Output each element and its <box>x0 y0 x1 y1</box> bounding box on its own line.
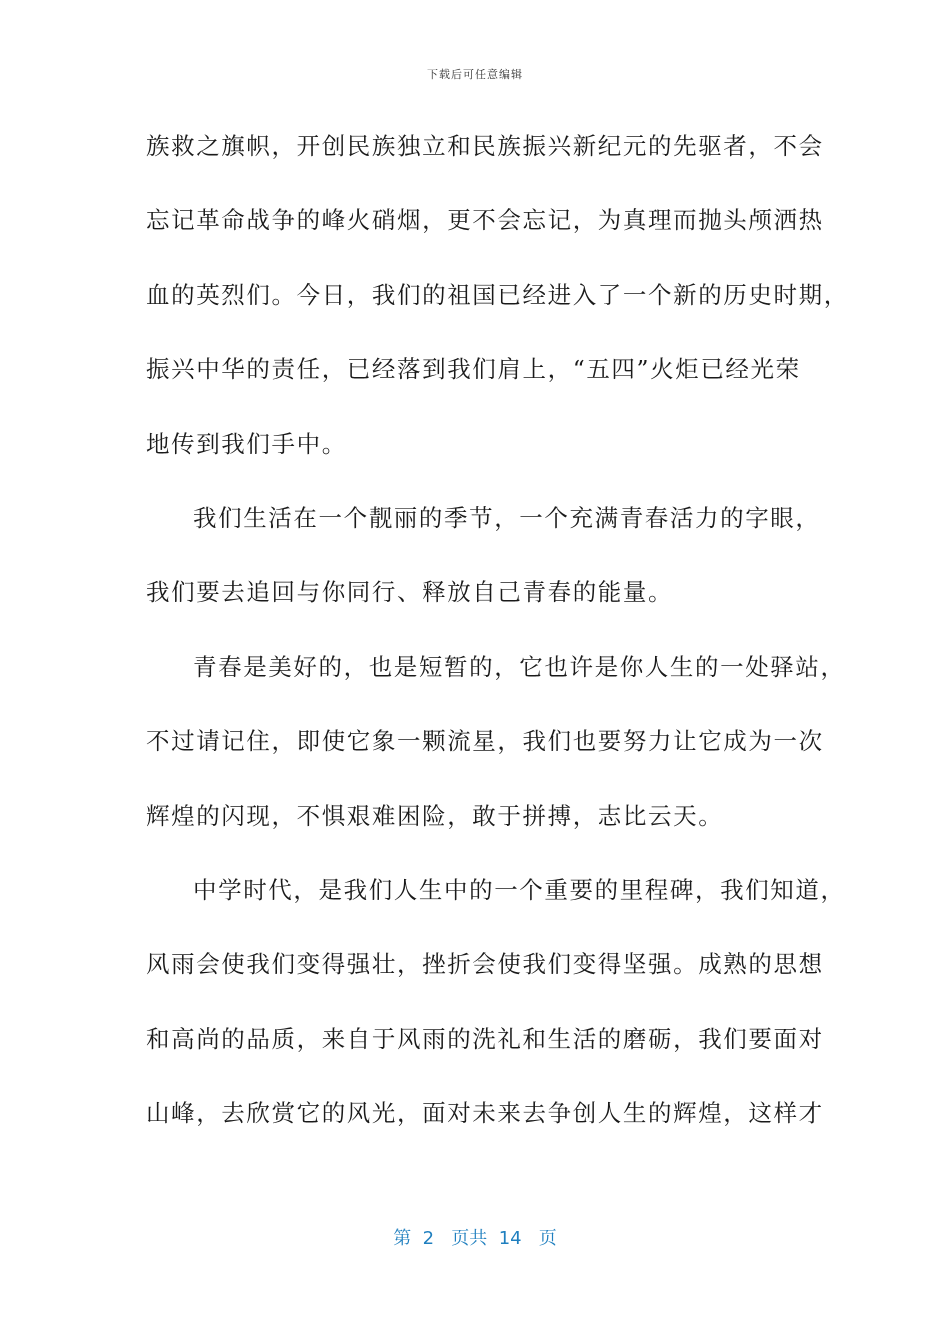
text-line: 地传到我们手中。 <box>146 429 347 458</box>
text-line: 辉煌的闪现，不惧艰难困险，敢于拼搏，志比云天。 <box>146 801 724 830</box>
text-line: 风雨会使我们变得强壮，挫折会使我们变得坚强。成熟的思想 <box>146 950 824 979</box>
paragraph-first-line: 我们生活在一个靓丽的季节，一个充满青春活力的字眼， <box>193 503 821 532</box>
text-line: 我们要去追回与你同行、释放自己青春的能量。 <box>146 578 674 607</box>
text-line: 不过请记住，即使它象一颗流星，我们也要努力让它成为一次 <box>146 727 824 756</box>
text-line: 振兴中华的责任，已经落到我们肩上，“五四”火炬已经光荣 <box>146 355 801 384</box>
text-line: 山峰，去欣赏它的风光，面对未来去争创人生的辉煌，这样才 <box>146 1099 824 1128</box>
text-line: 忘记革命战争的峰火硝烟，更不会忘记，为真理而抛头颅洒热 <box>146 206 824 235</box>
text-line: 族救之旗帜，开创民族独立和民族振兴新纪元的先驱者，不会 <box>146 132 824 160</box>
paragraph-first-line: 青春是美好的，也是短暂的，它也许是你人生的一处驿站， <box>193 652 846 681</box>
page-header: 下载后可任意编辑 <box>427 68 523 81</box>
body-text <box>146 121 849 1162</box>
paragraph-first-line: 中学时代，是我们人生中的一个重要的里程碑，我们知道， <box>193 875 846 904</box>
text-line: 血的英烈们。今日，我们的祖国已经进入了一个新的历史时期， <box>146 280 849 309</box>
text-line: 和高尚的品质，来自于风雨的洗礼和生活的磨砺，我们要面对 <box>146 1024 824 1053</box>
page-number-footer: 第 2 页共 14 页 <box>393 1228 557 1249</box>
